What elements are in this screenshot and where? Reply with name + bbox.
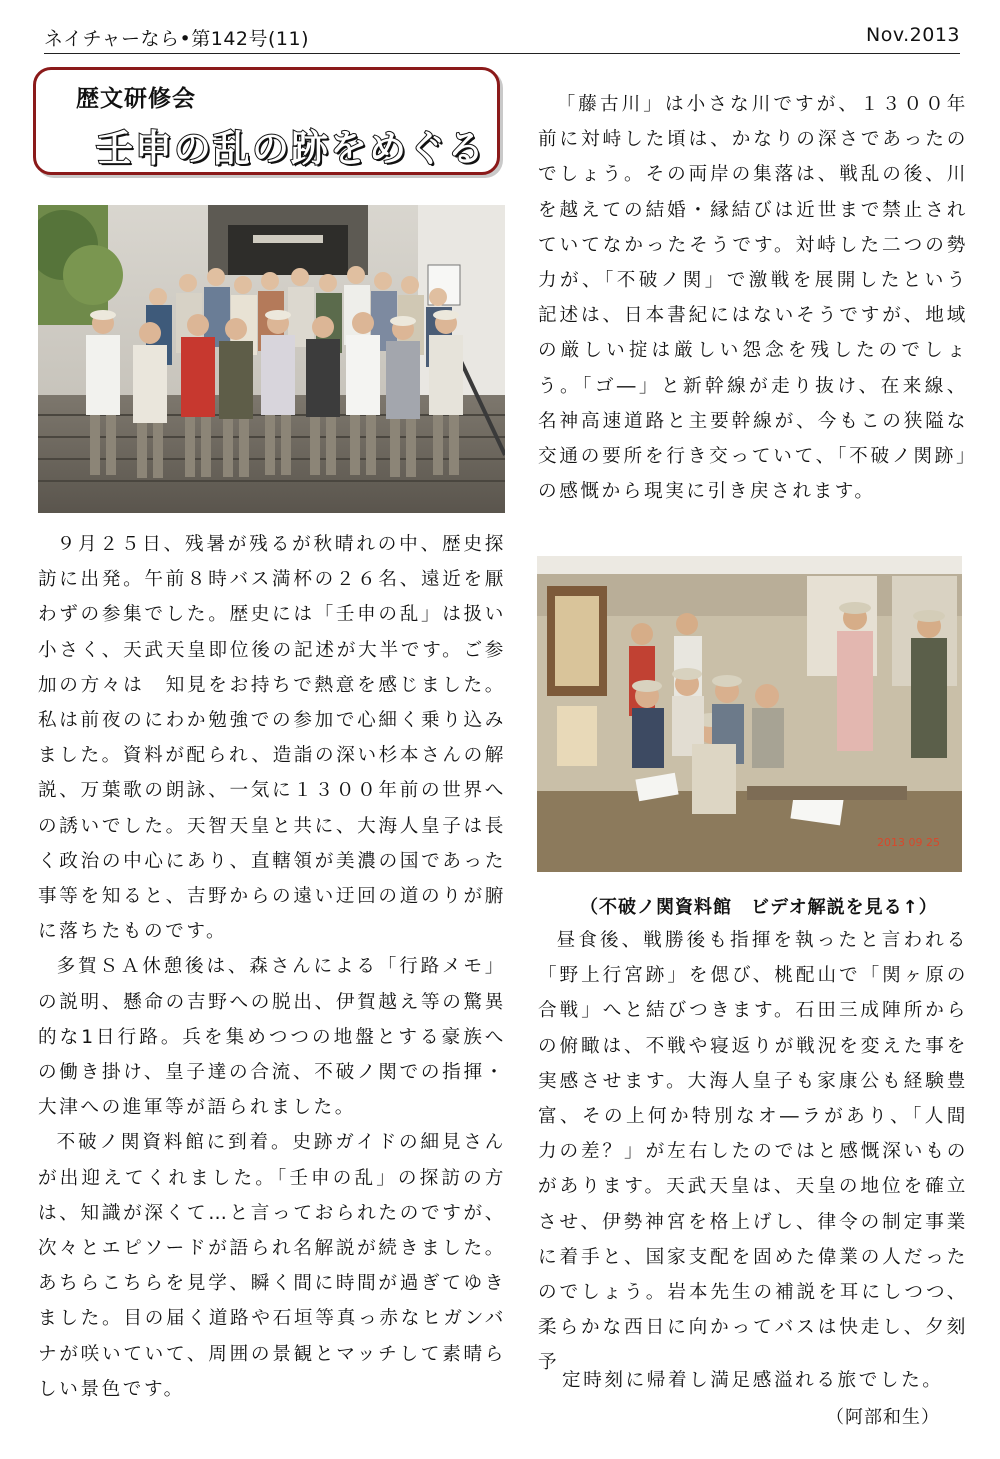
photo-date-stamp: 2013 09 25 (877, 836, 940, 849)
right-column-bottom-text (538, 923, 968, 1381)
paragraph: 多賀ＳＡ休憩後は、森さんによる「行路メモ」の説明、懸命の吉野への脱出、伊賀越え等の驚異的な1日行路。兵を集めつつの地盤とする豪族への働き掛け、皇子達の合流、不破ノ関での指揮・大津への進軍等が語られました。 (38, 956, 506, 1119)
article-category: 歴文研修会 (76, 86, 196, 112)
page-header (44, 22, 960, 54)
paragraph: 不破ノ関資料館に到着。史跡ガイドの細見さんが出迎えてくれました。「壬申の乱」の探訪の方は、知識が深くて…と言っておられたのですが、次々とエピソードが語られ名解説が続きました。あちらこちらを見学、瞬く間に時間が過ぎてゆきました。目の届く道路や石垣等真っ赤なヒガンバナが咲いていて、周囲の景観とマッチして素晴らしい景色です。 (38, 1132, 506, 1400)
issue-date: Nov.2013 (866, 24, 960, 46)
author-name: （阿部和生） (826, 1407, 940, 1428)
article-title-box (33, 67, 500, 175)
paragraph: 昼食後、戦勝後も指揮を執ったと言われる「野上行宮跡」を偲び、桃配山で「関ヶ原の合戦」へと結びつきます。石田三成陣所からの俯瞰は、不戦や寝返りが戦況を変えた事を実感させます。大海人皇子も家康公も経験豊富、その上何か特別なオ―ラがあり、「人間力の差？」が左右したのではと感慨深いものがあります。天武天皇は、天皇の地位を確立させ、伊勢神宮を格上げし、律令の制定事業に着手と、国家支配を固めた偉業の人だったのでしょう。岩本先生の補説を耳にしつつ、柔らかな西日に向かってバスは快走し、夕刻予 (538, 930, 968, 1374)
newsletter-issue: ネイチャーなら•第142号(11) (44, 28, 310, 50)
photo-caption: （不破ノ関資料館 ビデオ解説を見る↑） (580, 897, 938, 918)
left-column-text (38, 527, 506, 1407)
paragraph: ９月２５日、残暑が残るが秋晴れの中、歴史探訪に出発。午前８時バス満杯の２６名、遠近を厭わずの参集でした。歴史には「壬申の乱」は扱い小さく、天武天皇即位後の記述が大半です。ご参加の方々は 知見をお持ちで熱意を感じました。私は前夜のにわか勉強での参加で心細く乗り込みました。資料が配られ、造詣の深い杉本さんの解説、万葉歌の朗詠、一気に１３００年前の世界への誘いでした。天智天皇と共に、大海人皇子は長く政治の中心にあり、直轄領が美濃の国であった事等を知ると、吉野からの遠い迂回の道のりが腑に落ちたものです。 (38, 534, 506, 943)
article-title: 壬申の乱の跡をめぐる (96, 127, 486, 170)
closing-line: 定時刻に帰着し満足感溢れる旅でした。 (562, 1370, 944, 1391)
group-photo (38, 205, 505, 513)
paragraph: 「藤古川」は小さな川ですが、１３００年前に対峙した頃は、かなりの深さであったのでしょう。その両岸の集落は、戦乱の後、川を越えての結婚・縁結びは近世まで禁止されていてなかったそうです。対峙した二つの勢力が、「不破ノ関」で激戦を展開したという記述は、日本書紀にはないそうですが、地域の厳しい掟は厳しい怨念を残したのでしょう。「ゴ―」と新幹線が走り抜け、在来線、名神高速道路と主要幹線が、今もこの狭隘な交通の要所を行き交っていて、「不破ノ関跡」の感慨から現実に引き戻されます。 (538, 94, 968, 503)
right-column-top-text (538, 87, 968, 509)
museum-photo (537, 556, 962, 872)
